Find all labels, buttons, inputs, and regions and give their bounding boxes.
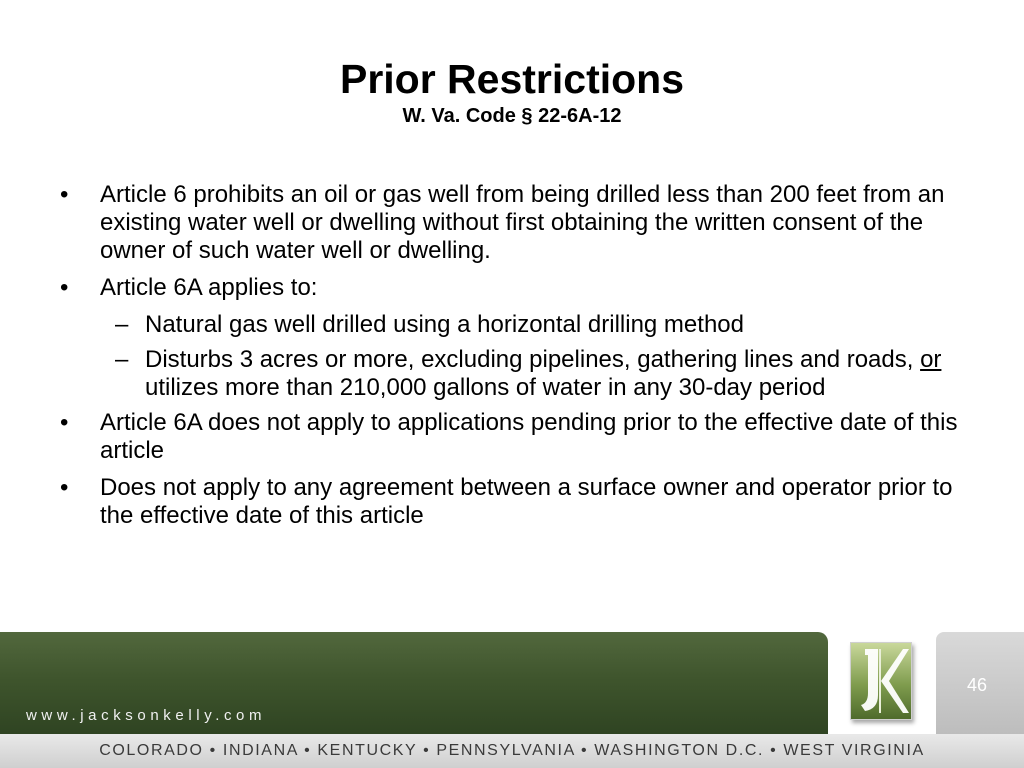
jk-logo-icon (850, 642, 912, 720)
title-block (0, 56, 1024, 128)
sub-bullet-text (145, 346, 941, 401)
sub-bullet-item (0, 346, 955, 402)
page-number-box (936, 632, 1024, 734)
bullet-text: Article 6A does not apply to applications pending prior to the effective date of this article (100, 409, 958, 464)
page-number: 46 (966, 675, 988, 695)
slide-title: Prior Restrictions (339, 56, 685, 102)
bullet-item (0, 474, 970, 530)
underlined-or: or (920, 346, 942, 373)
bullet-text: Article 6 prohibits an oil or gas well from being drilled less than 200 feet from an existing water well or dwelling without first obtaining the written consent of the owner of such water well or dwelling. (100, 181, 945, 264)
sub-bullet-text: Natural gas well drilled using a horizontal drilling method (145, 311, 744, 338)
website-link[interactable]: www.jacksonkelly.com (26, 707, 267, 724)
bullet-marker: • (60, 409, 69, 436)
slide-subtitle: W. Va. Code § 22-6A-12 (402, 105, 622, 127)
bullet-marker: • (60, 474, 69, 501)
bullet-marker: • (60, 274, 69, 301)
logo-box (832, 632, 930, 734)
states-strip (0, 734, 1024, 768)
bullet-item (0, 409, 970, 465)
sub-bullet-text-end: utilizes more than 210,000 gallons of water in any 30-day period (145, 374, 826, 401)
states-list: COLORADO • INDIANA • KENTUCKY • PENNSYLVANIA • WASHINGTON D.C. • WEST VIRGINIA (99, 742, 925, 759)
bullet-marker: • (60, 181, 69, 208)
bullet-item (0, 274, 970, 302)
slide-content (0, 181, 1024, 539)
bullet-item (0, 181, 970, 265)
sub-bullet-text-start: Disturbs 3 acres or more, excluding pipelines, gathering lines and roads, (145, 346, 921, 373)
sub-bullet-marker: – (115, 311, 129, 338)
sub-bullet-marker: – (115, 346, 129, 373)
bullet-text: Does not apply to any agreement between a surface owner and operator prior to the effective date of this article (100, 474, 953, 529)
sub-bullet-item (0, 311, 955, 339)
jk-logo-graphic (851, 643, 911, 719)
bullet-text: Article 6A applies to: (100, 274, 318, 301)
